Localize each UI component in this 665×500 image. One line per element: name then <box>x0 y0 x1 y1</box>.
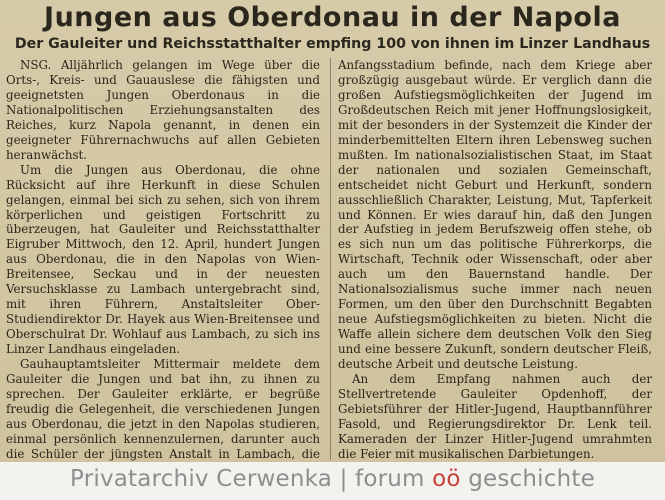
column-divider <box>330 58 331 460</box>
article-right-column <box>338 58 652 462</box>
paragraph: Um die Jungen aus Oberdonau, die ohne Rücksicht auf ihre Herkunft in diese Schulen gelangen, einmal bei sich zu sehen, sich von ihrem körperlichen und geistigen Fortschritt zu überzeugen, hat Gauleiter und Reichsstatthalter Eigruber Mittwoch, den 12. April, hundert Jungen aus Oberdonau, die in den Napolas von Wien-Breitensee, Seckau und in der neuesten Versuchsklasse zu Lambach untergebracht sind, mit ihren Führern, Anstaltsleiter Ober-Studiendirektor Dr. Hayek aus Wien-Breitensee und Oberschulrat Dr. Wohlauf aus Lambach, zu sich ins Linzer Landhaus eingeladen. <box>6 162 320 357</box>
paragraph: An dem Empfang nahmen auch der Stellvertretende Gauleiter Opdenhoff, der Gebietsführer der Hitler-Jugend, Hauptbannführer Fasold, und Regierungsdirektor Dr. Lenk teil. Kameraden der Linzer Hitler-Jugend umrahmten die Feier mit musikalischen Darbietungen. <box>338 372 652 461</box>
paragraph: NSG. Alljährlich gelangen im Wege über die Orts-, Kreis- und Gauauslese die fähigsten und geeignetsten Jungen Oberdonaus in die Nationalpolitischen Erziehungsanstalten des Reiches, kurz Napola genannt, in denen ein geeigneter Führernachwuchs auf allen Gebieten heranwächst. <box>6 58 320 162</box>
article-headline: Jungen aus Oberdonau in der Napola <box>44 2 621 33</box>
watermark-suffix: geschichte <box>460 466 595 492</box>
watermark <box>0 466 665 498</box>
watermark-prefix: Privatarchiv Cerwenka | forum <box>70 466 433 492</box>
article-left-column <box>6 58 320 477</box>
paragraph: Anfangsstadium befinde, nach dem Kriege aber großzügig ausgebaut würde. Er verglich dann die großen Aufstiegsmöglichkeiten der Jugend im Großdeutschen Reich mit jener Hoffnungslosigkeit, mit der besonders in der Systemzeit die Kinder der minderbemittelten Eltern ihren Lebensweg suchen mußten. Im nationalsozialistischen Staat, im Staat der nationalen und sozialen Gemeinschaft, entscheidet nicht Geburt und Herkunft, sondern ausschließlich Charakter, Leistung, Mut, Tapferkeit und Können. Er wies darauf hin, daß den Jungen der Aufstieg in jedem Berufszweig offen stehe, ob es sich nun um das politische Führerkorps, die Wirtschaft, Technik oder Wissenschaft, oder aber auch um den Bauernstand handle. Der Nationalsozialismus suche immer nach neuen Formen, um den über den Durchschnitt Begabten neue Aufstiegsmöglichkeiten zu bieten. Nicht die Waffe allein sichere dem deutschen Volk den Sieg und eine bessere Zukunft, sondern deutscher Fleiß, deutsche Arbeit und deutsche Leistung. <box>338 58 652 372</box>
watermark-accent: oö <box>432 466 461 492</box>
paragraph: Gauhauptamtsleiter Mittermair meldete dem Gauleiter die Jungen und bat ihn, zu ihnen zu sprechen. Der Gauleiter erklärte, er begrüße freudig die Gelegenheit, die verschiedenen Jungen aus Oberdonau, die jetzt in den Napolas studieren, einmal persönlich kennenzulernen, darunter auch die Schüler der jüngsten Anstalt in Lambach, die <box>6 357 320 461</box>
article-subheadline: Der Gauleiter und Reichsstatthalter empfing 100 von ihnen im Linzer Landhaus <box>14 36 651 52</box>
